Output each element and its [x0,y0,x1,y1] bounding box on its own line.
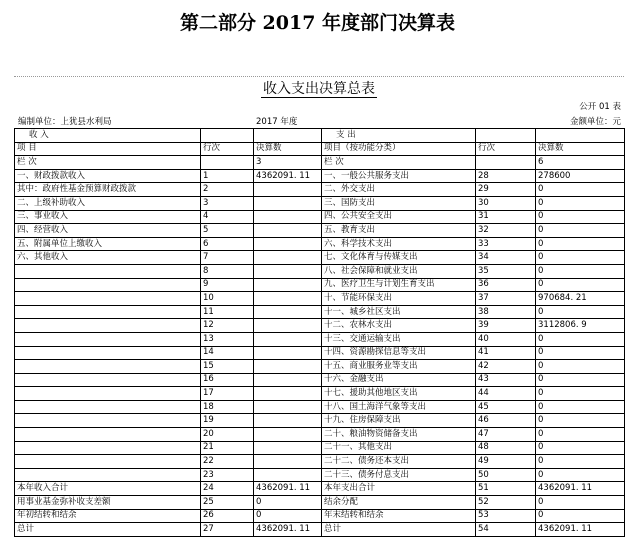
income-item: 总计 [15,523,201,537]
income-amount [254,332,322,346]
income-item [15,264,201,278]
expenditure-item: 结余分配 [322,496,476,510]
expenditure-item: 七、文化体育与传媒支出 [322,251,476,265]
expenditure-amount: 4362091. 11 [536,482,625,496]
table-row [15,224,625,238]
expenditure-seq: 39 [476,319,536,333]
income-amount [254,196,322,210]
income-seq: 10 [201,292,254,306]
income-item: 三、事业收入 [15,210,201,224]
income-amount [254,319,322,333]
expenditure-seq: 42 [476,360,536,374]
expenditure-item: 三、国防支出 [322,196,476,210]
unit-label: 编制单位：上犹县水利局 [18,117,112,127]
income-item [15,468,201,482]
header-income: 收 入 [15,129,201,143]
table-row [15,496,625,510]
income-seq: 18 [201,400,254,414]
income-seq: 2 [201,183,254,197]
expenditure-amount: 0 [536,509,625,523]
expenditure-item: 本年支出合计 [322,482,476,496]
income-amount: 4362091. 11 [254,523,322,537]
expenditure-amount: 0 [536,264,625,278]
expenditure-item: 二十一、其他支出 [322,441,476,455]
income-item: 用事业基金弥补收支差额 [15,496,201,510]
income-item [15,292,201,306]
column-index-row [15,156,625,170]
table-title-text: 收入支出决算总表 [263,81,375,97]
income-seq: 5 [201,224,254,238]
expenditure-amount: 0 [536,455,625,469]
expenditure-seq: 28 [476,169,536,183]
income-item: 一、财政拨款收入 [15,169,201,183]
income-seq: 19 [201,414,254,428]
expenditure-item: 十四、资源勘探信息等支出 [322,346,476,360]
income-item [15,441,201,455]
income-seq: 6 [201,237,254,251]
expenditure-seq: 47 [476,428,536,442]
expenditure-item: 二十二、债务还本支出 [322,455,476,469]
expenditure-seq: 36 [476,278,536,292]
income-seq: 25 [201,496,254,510]
income-item [15,360,201,374]
header-left-item: 项 目 [15,142,201,156]
table-row [15,400,625,414]
col-right-label: 栏 次 [322,156,476,170]
expenditure-item: 十六、金融支出 [322,373,476,387]
col-left-label: 栏 次 [15,156,201,170]
expenditure-amount: 0 [536,251,625,265]
income-item [15,332,201,346]
expenditure-amount: 0 [536,183,625,197]
expenditure-item: 十七、援助其他地区支出 [322,387,476,401]
income-item [15,319,201,333]
table-row [15,387,625,401]
expenditure-seq: 35 [476,264,536,278]
income-seq: 17 [201,387,254,401]
income-amount: 4362091. 11 [254,482,322,496]
expenditure-seq: 34 [476,251,536,265]
expenditure-item: 十五、商业服务业等支出 [322,360,476,374]
header-right-seq: 行次 [476,142,536,156]
table-row [15,278,625,292]
income-item [15,305,201,319]
table-row [15,373,625,387]
income-seq: 14 [201,346,254,360]
income-item: 四、经营收入 [15,224,201,238]
expenditure-seq: 40 [476,332,536,346]
expenditure-amount: 0 [536,468,625,482]
header-right-item: 项目（按功能分类） [322,142,476,156]
income-amount [254,360,322,374]
income-seq: 4 [201,210,254,224]
expenditure-amount: 0 [536,496,625,510]
expenditure-amount: 0 [536,400,625,414]
income-amount: 0 [254,496,322,510]
expenditure-amount: 0 [536,305,625,319]
income-seq: 26 [201,509,254,523]
expenditure-amount: 0 [536,441,625,455]
income-expenditure-table [14,128,625,537]
header-left-seq: 行次 [201,142,254,156]
expenditure-amount: 0 [536,360,625,374]
income-amount [254,224,322,238]
page-title: 第二部分 2017 年度部门决算表 [179,12,456,34]
expenditure-seq: 54 [476,523,536,537]
income-amount [254,400,322,414]
expenditure-seq: 37 [476,292,536,306]
income-amount [254,468,322,482]
table-row [15,468,625,482]
expenditure-amount: 0 [536,373,625,387]
table-row [15,441,625,455]
table-row [15,523,625,537]
income-amount [254,183,322,197]
table-row [15,169,625,183]
expenditure-seq: 33 [476,237,536,251]
expenditure-item: 五、教育支出 [322,224,476,238]
income-amount [254,305,322,319]
expenditure-item: 总计 [322,523,476,537]
income-seq: 13 [201,332,254,346]
expenditure-seq: 50 [476,468,536,482]
expenditure-item: 九、医疗卫生与计划生育支出 [322,278,476,292]
table-title [14,78,624,100]
income-seq: 23 [201,468,254,482]
col-left-num: 3 [254,156,322,170]
expenditure-seq: 49 [476,455,536,469]
income-amount [254,441,322,455]
expenditure-item: 一、一般公共服务支出 [322,169,476,183]
expenditure-amount: 0 [536,387,625,401]
income-seq: 22 [201,455,254,469]
income-seq: 11 [201,305,254,319]
income-amount [254,237,322,251]
income-amount: 0 [254,509,322,523]
table-row [15,305,625,319]
expenditure-amount: 0 [536,278,625,292]
expenditure-item: 十二、农林水支出 [322,319,476,333]
expenditure-item: 十九、住房保障支出 [322,414,476,428]
expenditure-item: 十三、交通运输支出 [322,332,476,346]
table-row [15,360,625,374]
expenditure-amount: 3112806. 9 [536,319,625,333]
expenditure-seq: 52 [476,496,536,510]
income-item: 本年收入合计 [15,482,201,496]
year-label: 2017 年度 [256,117,298,127]
table-row [15,196,625,210]
table-row [15,251,625,265]
income-amount [254,292,322,306]
table-row [15,482,625,496]
expenditure-seq: 29 [476,183,536,197]
amount-unit: 金额单位：元 [569,117,621,127]
expenditure-seq: 41 [476,346,536,360]
expenditure-seq: 45 [476,400,536,414]
income-item: 二、上级补助收入 [15,196,201,210]
income-seq: 7 [201,251,254,265]
income-seq: 8 [201,264,254,278]
header-expenditure: 支 出 [322,129,476,143]
expenditure-amount: 0 [536,414,625,428]
income-seq: 3 [201,196,254,210]
top-divider [14,76,624,77]
income-amount [254,455,322,469]
income-seq: 20 [201,428,254,442]
expenditure-item: 十八、国土海洋气象等支出 [322,400,476,414]
income-amount [254,264,322,278]
expenditure-item: 六、科学技术支出 [322,237,476,251]
income-item [15,414,201,428]
income-item [15,278,201,292]
header-item-row [15,142,625,156]
income-item [15,387,201,401]
table-row [15,428,625,442]
col-right-num: 6 [536,156,625,170]
income-seq: 27 [201,523,254,537]
expenditure-amount: 4362091. 11 [536,523,625,537]
expenditure-amount: 278600 [536,169,625,183]
expenditure-item: 二十三、债务付息支出 [322,468,476,482]
table-row [15,414,625,428]
income-item [15,373,201,387]
income-amount [254,387,322,401]
expenditure-seq: 32 [476,224,536,238]
expenditure-amount: 0 [536,224,625,238]
table-row [15,210,625,224]
income-amount [254,278,322,292]
expenditure-item: 年末结转和结余 [322,509,476,523]
income-item: 年初结转和结余 [15,509,201,523]
table-row [15,319,625,333]
income-amount [254,428,322,442]
income-seq: 9 [201,278,254,292]
expenditure-amount: 970684. 21 [536,292,625,306]
table-row [15,332,625,346]
income-amount [254,210,322,224]
table-row [15,292,625,306]
table-row [15,509,625,523]
income-seq: 15 [201,360,254,374]
income-seq: 24 [201,482,254,496]
expenditure-seq: 43 [476,373,536,387]
table-row [15,455,625,469]
form-code: 公开 01 表 [579,102,621,112]
table-row [15,346,625,360]
income-seq: 21 [201,441,254,455]
expenditure-item: 八、社会保障和就业支出 [322,264,476,278]
income-item: 五、附属单位上缴收入 [15,237,201,251]
income-amount: 4362091. 11 [254,169,322,183]
income-item [15,455,201,469]
income-item: 其中：政府性基金预算财政拨款 [15,183,201,197]
expenditure-item: 十一、城乡社区支出 [322,305,476,319]
expenditure-item: 四、公共安全支出 [322,210,476,224]
income-seq: 12 [201,319,254,333]
income-item [15,428,201,442]
expenditure-seq: 51 [476,482,536,496]
expenditure-amount: 0 [536,237,625,251]
expenditure-seq: 38 [476,305,536,319]
expenditure-seq: 53 [476,509,536,523]
income-amount [254,251,322,265]
expenditure-item: 二十、粮油物资储备支出 [322,428,476,442]
header-group-row [15,129,625,143]
header-left-amount: 决算数 [254,142,322,156]
income-seq: 16 [201,373,254,387]
expenditure-seq: 48 [476,441,536,455]
income-item [15,346,201,360]
expenditure-seq: 31 [476,210,536,224]
header-right-amount: 决算数 [536,142,625,156]
expenditure-amount: 0 [536,196,625,210]
table-row [15,183,625,197]
expenditure-seq: 30 [476,196,536,210]
income-seq: 1 [201,169,254,183]
expenditure-item: 二、外交支出 [322,183,476,197]
income-amount [254,414,322,428]
income-item: 六、其他收入 [15,251,201,265]
expenditure-amount: 0 [536,346,625,360]
table-row [15,264,625,278]
income-item [15,400,201,414]
income-amount [254,346,322,360]
expenditure-item: 十、节能环保支出 [322,292,476,306]
income-amount [254,373,322,387]
table-row [15,237,625,251]
expenditure-amount: 0 [536,332,625,346]
expenditure-amount: 0 [536,210,625,224]
expenditure-amount: 0 [536,428,625,442]
expenditure-seq: 44 [476,387,536,401]
expenditure-seq: 46 [476,414,536,428]
